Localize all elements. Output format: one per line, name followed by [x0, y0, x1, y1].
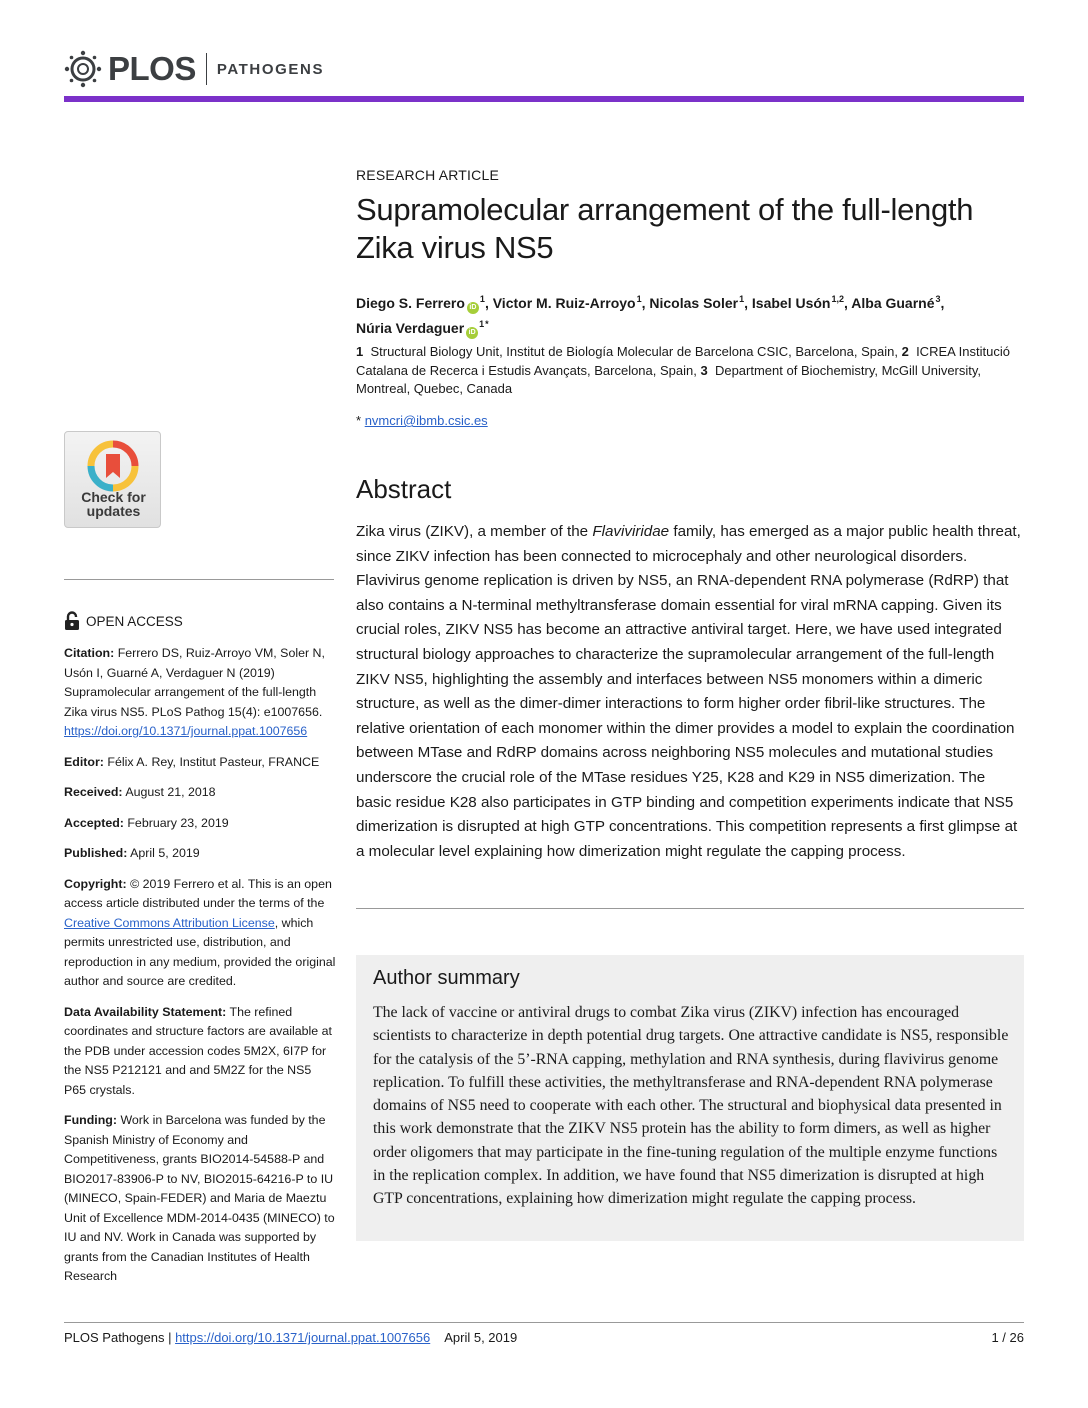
- abstract-divider: [356, 908, 1024, 909]
- journal-masthead: [64, 44, 324, 94]
- author-name[interactable]: Nicolas Soler: [649, 295, 739, 311]
- license-link[interactable]: Creative Commons Attribution License: [64, 915, 275, 930]
- author-summary-heading: Author summary: [373, 967, 520, 989]
- corresponding-author: [356, 413, 488, 428]
- plos-logo-icon: [64, 50, 102, 88]
- published-date: April 5, 2019: [130, 846, 200, 860]
- author-summary-body: The lack of vaccine or antiviral drugs to combat Zika virus (ZIKV) infection has encouraged scientists to characterize in depth potential drug targets. One attractive candidate is NS5, responsible for the catalysis of the 5’-RNA capping, methylation and RNA synthesis, during flavivirus genome replication. To fulfill these activities, the methyltransferase and RNA-dependent RNA polymerase domains of NS5 need to cooperate with each other. The structural and biophysical data presented in this work demonstrate that the ZIKV NS5 protein has the ability to form dimers, as well as higher order oligomers that may participate in the fine-tuning regulation of the multiple enzyme functions in the replication complex. In addition, we have found that NS5 dimerization is disrupted at high GTP concentrations, explaining how dimerization might regulate the capping process.: [373, 1004, 1009, 1208]
- copyright-text: © 2019 Ferrero et al. This is an open access article distributed under the terms of the: [64, 876, 332, 910]
- author-affiliation: 1: [739, 294, 745, 304]
- check-for-updates-label: Check for updates: [81, 489, 146, 519]
- copyright-label: Copyright:: [64, 876, 127, 891]
- orcid-icon[interactable]: iD: [467, 302, 479, 314]
- affiliation-text: Department of Biochemistry, McGill University, Montreal, Quebec, Canada: [356, 362, 982, 396]
- abstract-italic-term: Flaviviridae: [592, 523, 670, 540]
- accepted-date: February 23, 2019: [127, 815, 229, 830]
- copyright-text-end: , which permits unrestricted use, distribution, and reproduction in any medium, provided the original author and source are credited.: [64, 915, 336, 988]
- author-line-1: Diego S. Ferrero $iD^1$, Victor M. Ruiz-Arroyo$^1$, Nicolas Soler$^1$, Isabel Usón$^{1,2}$, Alba Guarné$^3$,: [356, 289, 1020, 314]
- editor-block: [64, 753, 336, 773]
- author-affiliation: 1: [479, 319, 485, 329]
- data-availability-label: Data Availability Statement:: [64, 1004, 227, 1019]
- article-title: Supramolecular arrangement of the full-length Zika virus NS5: [356, 192, 974, 265]
- copyright-block: [64, 875, 336, 992]
- affiliation-number: 3: [700, 362, 708, 378]
- abstract-text-rest: family, has emerged as a major public health threat, since ZIKV infection has been connected to microcephaly and other neurological disorders. Flavivirus genome replication is driven by NS5, an RNA-dependent RNA polymerase (RdRP) that also contains a N-terminal methyltransferase domain essential for viral mRNA capping. Given its crucial roles, ZIKV NS5 has become an attractive antiviral target. Here, we have used integrated structural biology approaches to characterize the supramolecular arrangement of the full-length ZIKV NS5, highlighting the assembly and interfaces between NS5 monomers within a dimeric structure, as well as the dimer-dimer interactions to form higher order fibril-like structures. The relative orientation of each monomer within the dimer provides a model to explain the coordination between MTase and RdRP domains across neighboring NS5 molecules and mutational studies underscore the crucial role of the MTase residues Y25, K28 and K29 in NS5 dimerization. The basic residue K28 also participates in GTP binding and competition experiments indicate that NS5 dimerization is disrupted at high GTP concentrations. This competition represents a first glimpse at a molecular level explaining how dimerization might regulate the capping process.: [356, 523, 1021, 860]
- check-for-updates-badge[interactable]: [64, 431, 161, 528]
- page-footer: [64, 1330, 1024, 1345]
- accepted-block: [64, 814, 336, 834]
- author-affiliation: 1: [479, 294, 485, 304]
- citation-block: [64, 644, 336, 742]
- affiliation-number: 1: [356, 344, 364, 359]
- footer-divider: [64, 1322, 1024, 1323]
- affiliations: [356, 343, 1020, 399]
- editor-text: Félix A. Rey, Institut Pasteur, FRANCE: [107, 754, 320, 769]
- corresponding-email-link[interactable]: nvmcri@ibmb.csic.es: [364, 413, 488, 428]
- accepted-label: Accepted:: [64, 815, 124, 830]
- abstract-heading: Abstract: [356, 474, 452, 504]
- abstract-text-start: Zika virus (ZIKV), a member of the: [356, 523, 593, 540]
- logo-divider: [206, 53, 207, 85]
- corresponding-asterisk: *: [356, 413, 362, 428]
- author-name[interactable]: Alba Guarné: [851, 295, 935, 311]
- published-label: Published:: [64, 846, 128, 860]
- header-accent-rule: [64, 96, 1024, 102]
- received-block: [64, 783, 336, 803]
- received-label: Received:: [64, 785, 123, 799]
- funding-label: Funding:: [64, 1113, 117, 1127]
- open-lock-icon: [64, 611, 80, 631]
- author-affiliation: 3: [935, 294, 941, 304]
- corresponding-marker: *: [485, 319, 489, 329]
- orcid-icon[interactable]: iD: [466, 327, 478, 339]
- editor-label: Editor:: [64, 754, 104, 769]
- footer-date: April 5, 2019: [444, 1330, 518, 1345]
- author-name[interactable]: Victor M. Ruiz-Arroyo: [492, 295, 636, 311]
- open-access-label: OPEN ACCESS: [86, 613, 183, 629]
- page-number: 1 / 26: [991, 1330, 1024, 1345]
- citation-doi-link[interactable]: https://doi.org/10.1371/journal.ppat.1007656: [64, 724, 308, 738]
- footer-journal: PLOS Pathogens: [64, 1330, 165, 1345]
- crossmark-icon: [87, 440, 139, 492]
- author-name[interactable]: Diego S. Ferrero: [356, 295, 465, 311]
- affiliation-text: Structural Biology Unit, Institut de Biología Molecular de Barcelona CSIC, Barcelona, Spain,: [370, 344, 898, 359]
- sidebar-divider: [64, 579, 334, 580]
- plos-wordmark: PLOS: [108, 50, 196, 87]
- funding-block: [64, 1111, 336, 1287]
- author-summary-box: [356, 955, 1024, 1241]
- data-availability-text: The refined coordinates and structure factors are available at the PDB under accession codes 5M2X, 6I7P for the NS5 P212121 and and 5M2Z for the NS5 P65 crystals.: [64, 1004, 332, 1097]
- author-name[interactable]: Isabel Usón: [751, 295, 831, 311]
- article-type: RESEARCH ARTICLE: [356, 167, 499, 183]
- affiliation-text: ICREA Institució Catalana de Recerca i Estudis Avançats, Barcelona, Spain,: [356, 344, 1010, 378]
- published-block: [64, 844, 336, 864]
- author-name[interactable]: Núria Verdaguer: [356, 320, 465, 336]
- citation-label: Citation:: [64, 646, 115, 660]
- footer-separator: |: [164, 1330, 176, 1345]
- footer-doi-link[interactable]: https://doi.org/10.1371/journal.ppat.1007656: [175, 1330, 431, 1345]
- open-access-badge: [64, 611, 183, 631]
- journal-name: PATHOGENS: [216, 60, 325, 78]
- abstract-body: [356, 520, 1024, 864]
- data-availability-block: [64, 1003, 336, 1101]
- article-metadata-sidebar: [64, 644, 336, 1298]
- author-affiliation: 1: [636, 294, 642, 304]
- author-list: [356, 289, 1020, 339]
- author-affiliation: 1,2: [831, 294, 844, 304]
- citation-text: Ferrero DS, Ruiz-Arroyo VM, Soler N, Usón I, Guarné A, Verdaguer N (2019) Supramolecular arrangement of the full-length Zika virus NS5. PLoS Pathog 15(4): e1007656.: [64, 646, 325, 719]
- author-line-2: [356, 314, 1020, 339]
- received-date: August 21, 2018: [125, 785, 216, 799]
- funding-text: Work in Barcelona was funded by the Spanish Ministry of Economy and Competitiveness, grants BIO2014-54588-P and BIO2017-83906-P to NV, BIO2015-64216-P to IU (MINECO, Spain-FEDER) and Maria de Maeztu Unit of Excellence MDM-2014-0435 (MINECO) to IU and NV. Work in Canada was supported by grants from the Canadian Institutes of Health Research: [64, 1113, 335, 1283]
- affiliation-number: 2: [901, 344, 909, 359]
